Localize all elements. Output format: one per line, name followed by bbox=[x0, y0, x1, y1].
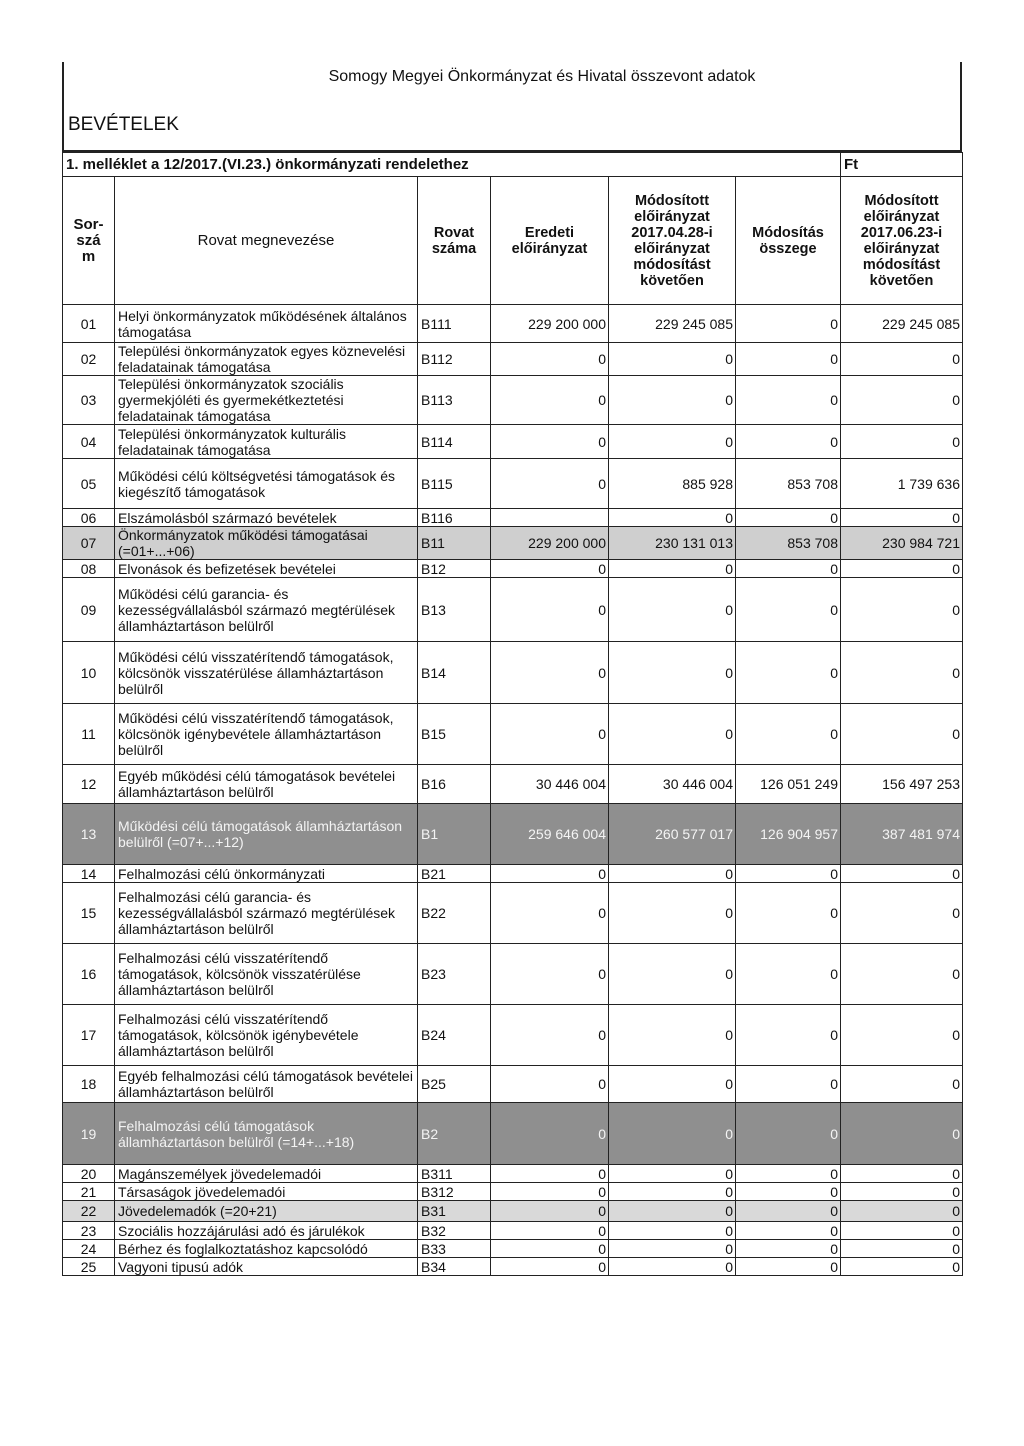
row-index: 16 bbox=[63, 944, 115, 1005]
row-original: 0 bbox=[491, 425, 609, 459]
row-index: 10 bbox=[63, 642, 115, 704]
row-original: 0 bbox=[491, 343, 609, 376]
table-row bbox=[63, 578, 963, 642]
row-index: 09 bbox=[63, 578, 115, 642]
row-name: Felhalmozási célú garancia- és kezességvállalásból származó megtérülések államháztartáson belülről bbox=[115, 883, 418, 944]
row-modified-0428: 0 bbox=[609, 883, 736, 944]
row-modified-0623: 0 bbox=[841, 509, 963, 527]
annex-row bbox=[63, 153, 963, 177]
row-modified-0623: 0 bbox=[841, 560, 963, 578]
row-modified-0428: 0 bbox=[609, 1222, 736, 1240]
row-index: 02 bbox=[63, 343, 115, 376]
table-row bbox=[63, 527, 963, 560]
row-code: B15 bbox=[418, 704, 491, 765]
row-modified-0428: 30 446 004 bbox=[609, 765, 736, 804]
row-change: 0 bbox=[736, 509, 841, 527]
row-code: B113 bbox=[418, 376, 491, 425]
table-row bbox=[63, 1165, 963, 1183]
table-row bbox=[63, 642, 963, 704]
row-modified-0428: 0 bbox=[609, 343, 736, 376]
row-original: 0 bbox=[491, 578, 609, 642]
table-row bbox=[63, 305, 963, 343]
row-modified-0623: 230 984 721 bbox=[841, 527, 963, 560]
row-index: 01 bbox=[63, 305, 115, 343]
row-change: 0 bbox=[736, 642, 841, 704]
row-code: B31 bbox=[418, 1201, 491, 1222]
table-row bbox=[63, 1222, 963, 1240]
table-row bbox=[63, 1258, 963, 1276]
table-row bbox=[63, 459, 963, 509]
row-change: 0 bbox=[736, 305, 841, 343]
table-row bbox=[63, 944, 963, 1005]
row-modified-0428: 0 bbox=[609, 1066, 736, 1103]
row-change: 0 bbox=[736, 578, 841, 642]
row-change: 0 bbox=[736, 1165, 841, 1183]
row-name: Elszámolásból származó bevételek bbox=[115, 509, 418, 527]
row-modified-0623: 0 bbox=[841, 1103, 963, 1165]
row-name: Jövedelemadók (=20+21) bbox=[115, 1201, 418, 1222]
table-row bbox=[63, 343, 963, 376]
row-modified-0428: 0 bbox=[609, 1103, 736, 1165]
table-row bbox=[63, 804, 963, 865]
row-modified-0428: 230 131 013 bbox=[609, 527, 736, 560]
row-modified-0428: 0 bbox=[609, 376, 736, 425]
row-index: 19 bbox=[63, 1103, 115, 1165]
row-modified-0428: 0 bbox=[609, 1258, 736, 1276]
row-name: Társaságok jövedelemadói bbox=[115, 1183, 418, 1201]
row-modified-0428: 0 bbox=[609, 1183, 736, 1201]
row-name: Működési célú költségvetési támogatások és kiegészítő támogatások bbox=[115, 459, 418, 509]
table-row bbox=[63, 883, 963, 944]
row-original: 0 bbox=[491, 1222, 609, 1240]
row-code: B23 bbox=[418, 944, 491, 1005]
row-modified-0623: 0 bbox=[841, 944, 963, 1005]
row-change: 0 bbox=[736, 1183, 841, 1201]
row-name: Egyéb működési célú támogatások bevételei államháztartáson belülről bbox=[115, 765, 418, 804]
row-index: 12 bbox=[63, 765, 115, 804]
row-original: 0 bbox=[491, 704, 609, 765]
col-header-index: Sor- szá m bbox=[63, 177, 115, 305]
row-name: Felhalmozási célú visszatérítendő támogatások, kölcsönök visszatérülése államháztartáson belülről bbox=[115, 944, 418, 1005]
row-modified-0428: 229 245 085 bbox=[609, 305, 736, 343]
row-modified-0428: 0 bbox=[609, 1240, 736, 1258]
row-name: Bérhez és foglalkoztatáshoz kapcsolódó bbox=[115, 1240, 418, 1258]
row-change: 126 904 957 bbox=[736, 804, 841, 865]
row-modified-0623: 0 bbox=[841, 1201, 963, 1222]
col-header-change: Módosítás összege bbox=[736, 177, 841, 305]
col-header-original: Eredeti előirányzat bbox=[491, 177, 609, 305]
table-row bbox=[63, 765, 963, 804]
row-modified-0623: 0 bbox=[841, 1222, 963, 1240]
row-original: 0 bbox=[491, 1066, 609, 1103]
row-modified-0428: 0 bbox=[609, 578, 736, 642]
row-name: Szociális hozzájárulási adó és járulékok bbox=[115, 1222, 418, 1240]
row-modified-0623: 0 bbox=[841, 642, 963, 704]
row-original: 0 bbox=[491, 1240, 609, 1258]
row-name: Települési önkormányzatok szociális gyermekjóléti és gyermekétkeztetési feladatainak támogatása bbox=[115, 376, 418, 425]
row-index: 20 bbox=[63, 1165, 115, 1183]
row-change: 853 708 bbox=[736, 527, 841, 560]
row-original: 0 bbox=[491, 865, 609, 883]
col-header-modified-0428: Módosított előirányzat 2017.04.28-i előirányzat módosítást követően bbox=[609, 177, 736, 305]
row-change: 0 bbox=[736, 1240, 841, 1258]
table-row bbox=[63, 1005, 963, 1066]
row-index: 13 bbox=[63, 804, 115, 865]
row-modified-0623: 0 bbox=[841, 376, 963, 425]
row-modified-0428: 0 bbox=[609, 1201, 736, 1222]
col-header-modified-0623: Módosított előirányzat 2017.06.23-i előirányzat módosítást követően bbox=[841, 177, 963, 305]
row-change: 0 bbox=[736, 1201, 841, 1222]
table-row bbox=[63, 1103, 963, 1165]
column-header-row bbox=[63, 177, 963, 305]
table-row bbox=[63, 560, 963, 578]
row-modified-0623: 0 bbox=[841, 704, 963, 765]
row-index: 18 bbox=[63, 1066, 115, 1103]
col-header-code: Rovat száma bbox=[418, 177, 491, 305]
row-original: 229 200 000 bbox=[491, 527, 609, 560]
row-modified-0623: 0 bbox=[841, 1183, 963, 1201]
row-modified-0623: 0 bbox=[841, 1258, 963, 1276]
row-change: 0 bbox=[736, 944, 841, 1005]
row-code: B24 bbox=[418, 1005, 491, 1066]
row-index: 23 bbox=[63, 1222, 115, 1240]
table-body bbox=[63, 305, 963, 1276]
row-code: B33 bbox=[418, 1240, 491, 1258]
row-code: B115 bbox=[418, 459, 491, 509]
row-modified-0428: 0 bbox=[609, 1165, 736, 1183]
table-row bbox=[63, 1066, 963, 1103]
row-change: 0 bbox=[736, 1222, 841, 1240]
row-change: 0 bbox=[736, 425, 841, 459]
row-change: 0 bbox=[736, 376, 841, 425]
row-name: Vagyoni tipusú adók bbox=[115, 1258, 418, 1276]
row-name: Egyéb felhalmozási célú támogatások bevételei államháztartáson belülről bbox=[115, 1066, 418, 1103]
row-code: B32 bbox=[418, 1222, 491, 1240]
row-index: 21 bbox=[63, 1183, 115, 1201]
table-row bbox=[63, 865, 963, 883]
row-modified-0428: 0 bbox=[609, 704, 736, 765]
organization-title: Somogy Megyei Önkormányzat és Hivatal összevont adatok bbox=[328, 68, 756, 85]
row-name: Felhalmozási célú támogatások államháztartáson belülről (=14+...+18) bbox=[115, 1103, 418, 1165]
row-modified-0623: 1 739 636 bbox=[841, 459, 963, 509]
row-modified-0623: 0 bbox=[841, 1066, 963, 1103]
row-index: 22 bbox=[63, 1201, 115, 1222]
row-modified-0623: 0 bbox=[841, 425, 963, 459]
table-row bbox=[63, 509, 963, 527]
row-index: 15 bbox=[63, 883, 115, 944]
row-index: 06 bbox=[63, 509, 115, 527]
row-code: B2 bbox=[418, 1103, 491, 1165]
row-code: B14 bbox=[418, 642, 491, 704]
row-code: B311 bbox=[418, 1165, 491, 1183]
row-modified-0623: 0 bbox=[841, 578, 963, 642]
row-name: Magánszemélyek jövedelemadói bbox=[115, 1165, 418, 1183]
row-code: B21 bbox=[418, 865, 491, 883]
row-original: 229 200 000 bbox=[491, 305, 609, 343]
row-code: B25 bbox=[418, 1066, 491, 1103]
row-original: 259 646 004 bbox=[491, 804, 609, 865]
row-index: 03 bbox=[63, 376, 115, 425]
row-code: B22 bbox=[418, 883, 491, 944]
row-index: 04 bbox=[63, 425, 115, 459]
row-modified-0428: 0 bbox=[609, 865, 736, 883]
row-code: B12 bbox=[418, 560, 491, 578]
row-name: Működési célú garancia- és kezességvállalásból származó megtérülések államháztartáson belülről bbox=[115, 578, 418, 642]
row-code: B114 bbox=[418, 425, 491, 459]
table-row bbox=[63, 704, 963, 765]
row-modified-0428: 0 bbox=[609, 642, 736, 704]
row-modified-0623: 387 481 974 bbox=[841, 804, 963, 865]
row-name: Felhalmozási célú visszatérítendő támogatások, kölcsönök igénybevétele államháztartáson belülről bbox=[115, 1005, 418, 1066]
row-code: B16 bbox=[418, 765, 491, 804]
row-change: 0 bbox=[736, 560, 841, 578]
row-original: 0 bbox=[491, 1201, 609, 1222]
row-code: B112 bbox=[418, 343, 491, 376]
table-row bbox=[63, 1183, 963, 1201]
row-change: 853 708 bbox=[736, 459, 841, 509]
currency-label: Ft bbox=[841, 153, 963, 177]
row-modified-0623: 0 bbox=[841, 865, 963, 883]
row-original: 0 bbox=[491, 1165, 609, 1183]
row-original: 0 bbox=[491, 1005, 609, 1066]
row-original bbox=[491, 509, 609, 527]
row-change: 0 bbox=[736, 704, 841, 765]
row-name: Települési önkormányzatok kulturális feladatainak támogatása bbox=[115, 425, 418, 459]
row-name: Működési célú támogatások államháztartáson belülről (=07+...+12) bbox=[115, 804, 418, 865]
row-code: B34 bbox=[418, 1258, 491, 1276]
row-original: 0 bbox=[491, 1183, 609, 1201]
row-name: Elvonások és befizetések bevételei bbox=[115, 560, 418, 578]
budget-table bbox=[62, 152, 963, 1276]
row-original: 0 bbox=[491, 376, 609, 425]
row-code: B13 bbox=[418, 578, 491, 642]
row-original: 0 bbox=[491, 642, 609, 704]
row-index: 05 bbox=[63, 459, 115, 509]
row-modified-0428: 0 bbox=[609, 944, 736, 1005]
row-name: Felhalmozási célú önkormányzati bbox=[115, 865, 418, 883]
row-code: B111 bbox=[418, 305, 491, 343]
row-modified-0428: 885 928 bbox=[609, 459, 736, 509]
row-modified-0623: 229 245 085 bbox=[841, 305, 963, 343]
row-modified-0428: 0 bbox=[609, 425, 736, 459]
row-change: 0 bbox=[736, 883, 841, 944]
row-modified-0623: 0 bbox=[841, 883, 963, 944]
row-original: 30 446 004 bbox=[491, 765, 609, 804]
row-modified-0428: 0 bbox=[609, 509, 736, 527]
row-modified-0428: 0 bbox=[609, 560, 736, 578]
document-header bbox=[62, 62, 962, 152]
row-name: Működési célú visszatérítendő támogatások, kölcsönök visszatérülése államháztartáson belülről bbox=[115, 642, 418, 704]
row-modified-0623: 0 bbox=[841, 343, 963, 376]
row-original: 0 bbox=[491, 883, 609, 944]
row-index: 25 bbox=[63, 1258, 115, 1276]
row-change: 0 bbox=[736, 865, 841, 883]
table-row bbox=[63, 425, 963, 459]
table-row bbox=[63, 1240, 963, 1258]
row-change: 0 bbox=[736, 1005, 841, 1066]
table-row bbox=[63, 376, 963, 425]
row-original: 0 bbox=[491, 459, 609, 509]
row-change: 126 051 249 bbox=[736, 765, 841, 804]
row-modified-0623: 156 497 253 bbox=[841, 765, 963, 804]
row-modified-0428: 260 577 017 bbox=[609, 804, 736, 865]
col-header-name: Rovat megnevezése bbox=[115, 177, 418, 305]
row-index: 24 bbox=[63, 1240, 115, 1258]
row-index: 07 bbox=[63, 527, 115, 560]
table-row bbox=[63, 1201, 963, 1222]
row-original: 0 bbox=[491, 560, 609, 578]
row-index: 17 bbox=[63, 1005, 115, 1066]
row-code: B116 bbox=[418, 509, 491, 527]
row-code: B1 bbox=[418, 804, 491, 865]
section-title: BEVÉTELEK bbox=[68, 114, 179, 135]
row-code: B312 bbox=[418, 1183, 491, 1201]
row-index: 08 bbox=[63, 560, 115, 578]
row-index: 11 bbox=[63, 704, 115, 765]
annex-title: 1. melléklet a 12/2017.(VI.23.) önkormányzati rendelethez bbox=[63, 153, 841, 177]
row-original: 0 bbox=[491, 1258, 609, 1276]
document-sheet bbox=[62, 62, 962, 1276]
row-name: Önkormányzatok működési támogatásai (=01+...+06) bbox=[115, 527, 418, 560]
row-change: 0 bbox=[736, 343, 841, 376]
row-name: Működési célú visszatérítendő támogatások, kölcsönök igénybevétele államháztartáson belülről bbox=[115, 704, 418, 765]
row-name: Települési önkormányzatok egyes köznevelési feladatainak támogatása bbox=[115, 343, 418, 376]
row-modified-0428: 0 bbox=[609, 1005, 736, 1066]
row-original: 0 bbox=[491, 1103, 609, 1165]
row-modified-0623: 0 bbox=[841, 1165, 963, 1183]
row-change: 0 bbox=[736, 1066, 841, 1103]
row-modified-0623: 0 bbox=[841, 1240, 963, 1258]
row-modified-0623: 0 bbox=[841, 1005, 963, 1066]
row-original: 0 bbox=[491, 944, 609, 1005]
row-change: 0 bbox=[736, 1103, 841, 1165]
row-change: 0 bbox=[736, 1258, 841, 1276]
row-code: B11 bbox=[418, 527, 491, 560]
row-index: 14 bbox=[63, 865, 115, 883]
row-name: Helyi önkormányzatok működésének általános támogatása bbox=[115, 305, 418, 343]
